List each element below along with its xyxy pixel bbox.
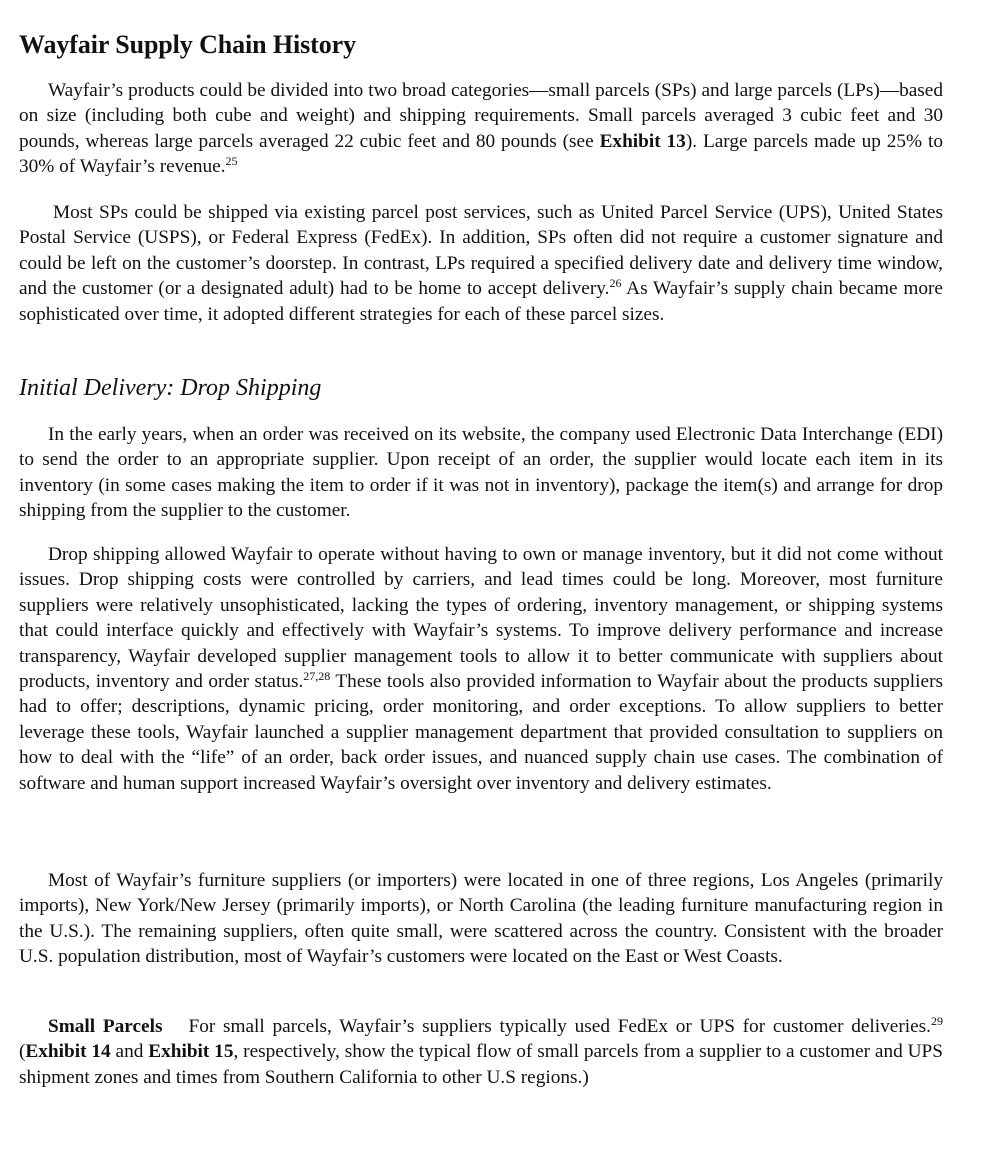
- exhibit-reference: Exhibit 14: [25, 1041, 111, 1063]
- paragraph-text: and: [110, 1041, 149, 1063]
- paragraph-text: These tools also provided information to Wayfair about the products suppliers had to offer; descriptions, dynamic pricing, order monitoring, and order exceptions. To allow suppliers to better leverage these tools, Wayfair launched a supplier management department that provided consultation to suppliers on how to deal with the “life” of an order, back order issues, and nuanced supply chain use cases. The combination of software and human support increased Wayfair’s oversight over inventory and delivery estimates.: [19, 671, 943, 794]
- paragraph-text: For small parcels, Wayfair’s suppliers typically used FedEx or UPS for customer deliveries.: [188, 1016, 931, 1037]
- paragraph-text: Drop shipping allowed Wayfair to operate without having to own or manage inventory, but it did not come without issues. Drop shipping costs were controlled by carriers, and lead times could be long. Moreover, most furniture suppliers were relatively unsophisticated, lacking the types of ordering, inventory management, or shipping systems that could interface quickly and effectively with Wayfair’s systems. To improve delivery performance and increase transparency, Wayfair developed supplier management tools to allow it to better communicate with suppliers about products, inventory and order status.: [19, 544, 943, 693]
- paragraph-early-years: [19, 422, 943, 524]
- paragraph-supplier-regions: [19, 868, 943, 970]
- section-subheading: Initial Delivery: Drop Shipping: [19, 375, 322, 401]
- footnote-marker: 27,28: [303, 669, 331, 684]
- paragraph-text: Wayfair’s products could be divided into two broad categories—small parcels (SPs) and large parcels (LPs)—based on size (including both cube and weight) and shipping requirements. Small parcels averaged 3 cubic feet and 30 pounds, whereas large parcels averaged 22 cubic feet and 80 pounds (see: [19, 80, 943, 152]
- run-in-heading: Small Parcels: [48, 1016, 163, 1037]
- footnote-marker: 26: [609, 276, 622, 291]
- footnote-marker: 25: [225, 154, 238, 169]
- paragraph-text: As Wayfair’s supply chain became more sophisticated over time, it adopted different strategies for each of these parcel sizes.: [19, 278, 943, 325]
- paragraph-text: ). Large parcels made up 25% to 30% of Wayfair’s revenue.: [19, 130, 944, 178]
- paragraph-text: (: [19, 1041, 26, 1063]
- paragraph-text: Most of Wayfair’s furniture suppliers (or importers) were located in one of three regions, Los Angeles (primarily imports), New York/New Jersey (primarily imports), or North Carolina (the leading furniture manufacturing region in the U.S.). The remaining suppliers, often quite small, were scattered across the country. Consistent with the broader U.S. population distribution, most of Wayfair’s customers were located on the East or West Coasts.: [19, 870, 943, 968]
- footnote-marker: 29: [930, 1014, 943, 1028]
- paragraph-drop-shipping: [19, 542, 943, 796]
- exhibit-reference: Exhibit 13: [599, 130, 686, 152]
- paragraph-shipping-services: [19, 200, 943, 327]
- page-title: Wayfair Supply Chain History: [19, 30, 356, 59]
- paragraph-text: Most SPs could be shipped via existing parcel post services, such as United Parcel Service (UPS), United States Postal Service (USPS), or Federal Express (FedEx). In addition, SPs often did not require a customer signature and could be left on the customer’s doorstep. In contrast, LPs required a specified delivery date and delivery time window, and the customer (or a designated adult) had to be home to accept delivery.: [19, 202, 943, 300]
- paragraph-text: , respectively, show the typical flow of small parcels from a supplier to a customer and UPS shipment zones and times from Southern California to other U.S regions.): [19, 1041, 943, 1088]
- paragraph-product-categories: [19, 78, 943, 180]
- paragraph-small-parcels: [19, 1014, 943, 1090]
- paragraph-text: In the early years, when an order was received on its website, the company used Electronic Data Interchange (EDI) to send the order to an appropriate supplier. Upon receipt of an order, the supplier would locate each item in its inventory (in some cases making the item to order if it was not in inventory), package the item(s) and arrange for drop shipping from the supplier to the customer.: [19, 424, 943, 522]
- exhibit-reference: Exhibit 15: [148, 1041, 234, 1063]
